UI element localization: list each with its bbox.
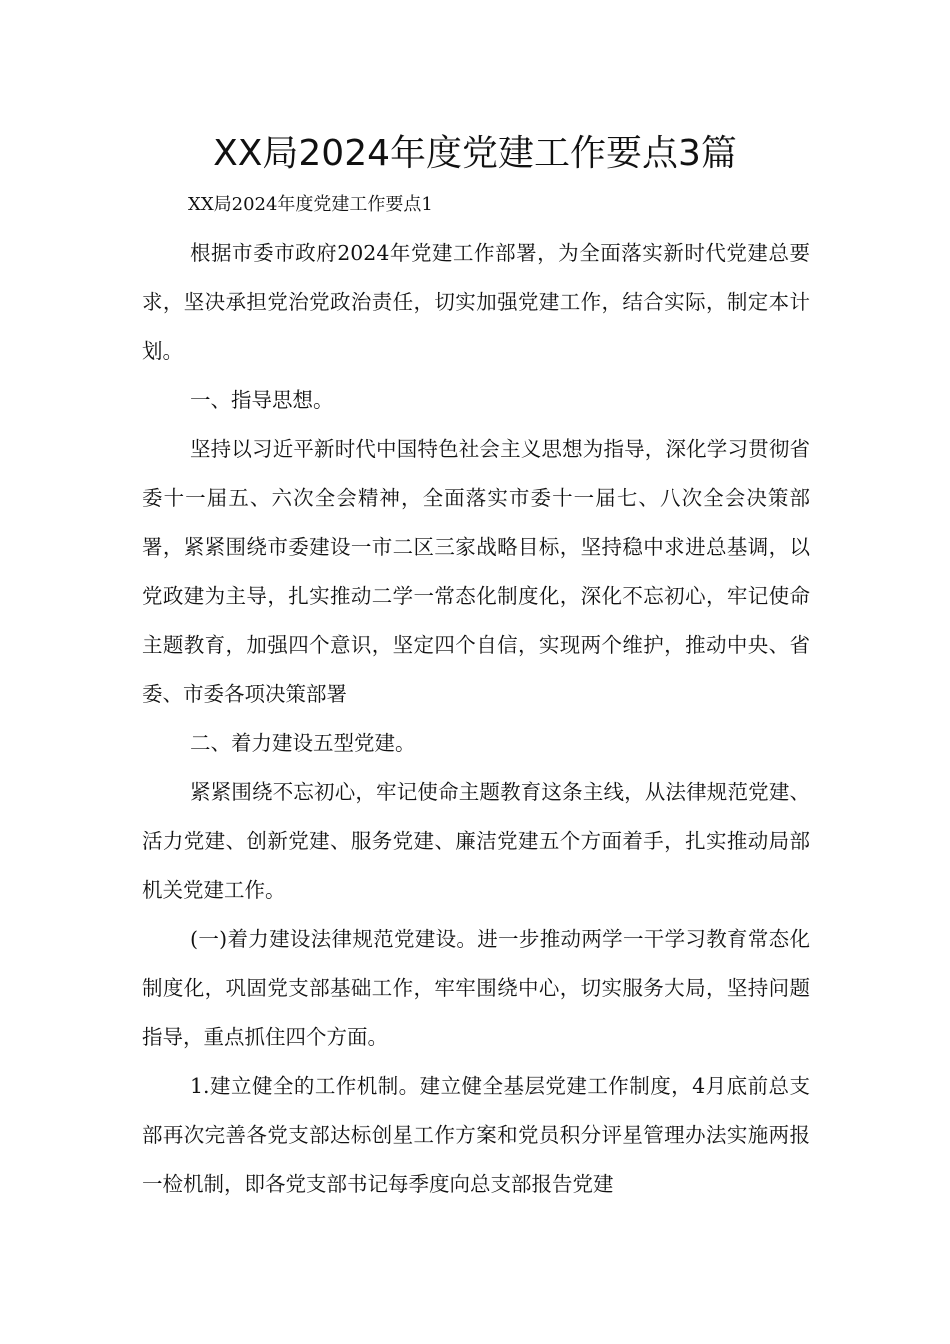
paragraph-item-one: 1.建立健全的工作机制。建立健全基层党建工作制度，4月底前总支部再次完善各党支部达标创星工作方案和党员积分评星管理办法实施两报一检机制，即各党支部书记每季度向总支部报告党建 — [142, 1074, 810, 1196]
paragraph-section-one: (一)着力建设法律规范党建设。进一步推动两学一干学习教育常态化制度化，巩固党支部基础工作，牢牢围绕中心，切实服务大局，坚持问题指导，重点抓住四个方面。 — [142, 927, 810, 1049]
document-subtitle: XX局2024年度党建工作要点1 — [188, 194, 433, 215]
document-body — [142, 180, 810, 1209]
paragraph-five-types: 紧紧围绕不忘初心，牢记使命主题教育这条主线，从法律规范党建、活力党建、创新党建、服务党建、廉洁党建五个方面着手，扎实推动局部机关党建工作。 — [142, 780, 810, 902]
heading-guiding-ideology: 一、指导思想。 — [190, 388, 334, 412]
paragraph-intro: 根据市委市政府2024年党建工作部署，为全面落实新时代党建总要求，坚决承担党治党政治责任，切实加强党建工作，结合实际，制定本计划。 — [142, 241, 810, 363]
heading-five-types: 二、着力建设五型党建。 — [190, 731, 416, 755]
paragraph-guiding-ideology: 坚持以习近平新时代中国特色社会主义思想为指导，深化学习贯彻省委十一届五、六次全会精神，全面落实市委十一届七、八次全会决策部署，紧紧围绕市委建设一市二区三家战略目标，坚持稳中求进总基调，以党政建为主导，扎实推动二学一常态化制度化，深化不忘初心，牢记使命主题教育，加强四个意识，坚定四个自信，实现两个维护，推动中央、省委、市委各项决策部署 — [142, 437, 810, 706]
document-title: XX局2024年度党建工作要点3篇 — [213, 133, 737, 174]
